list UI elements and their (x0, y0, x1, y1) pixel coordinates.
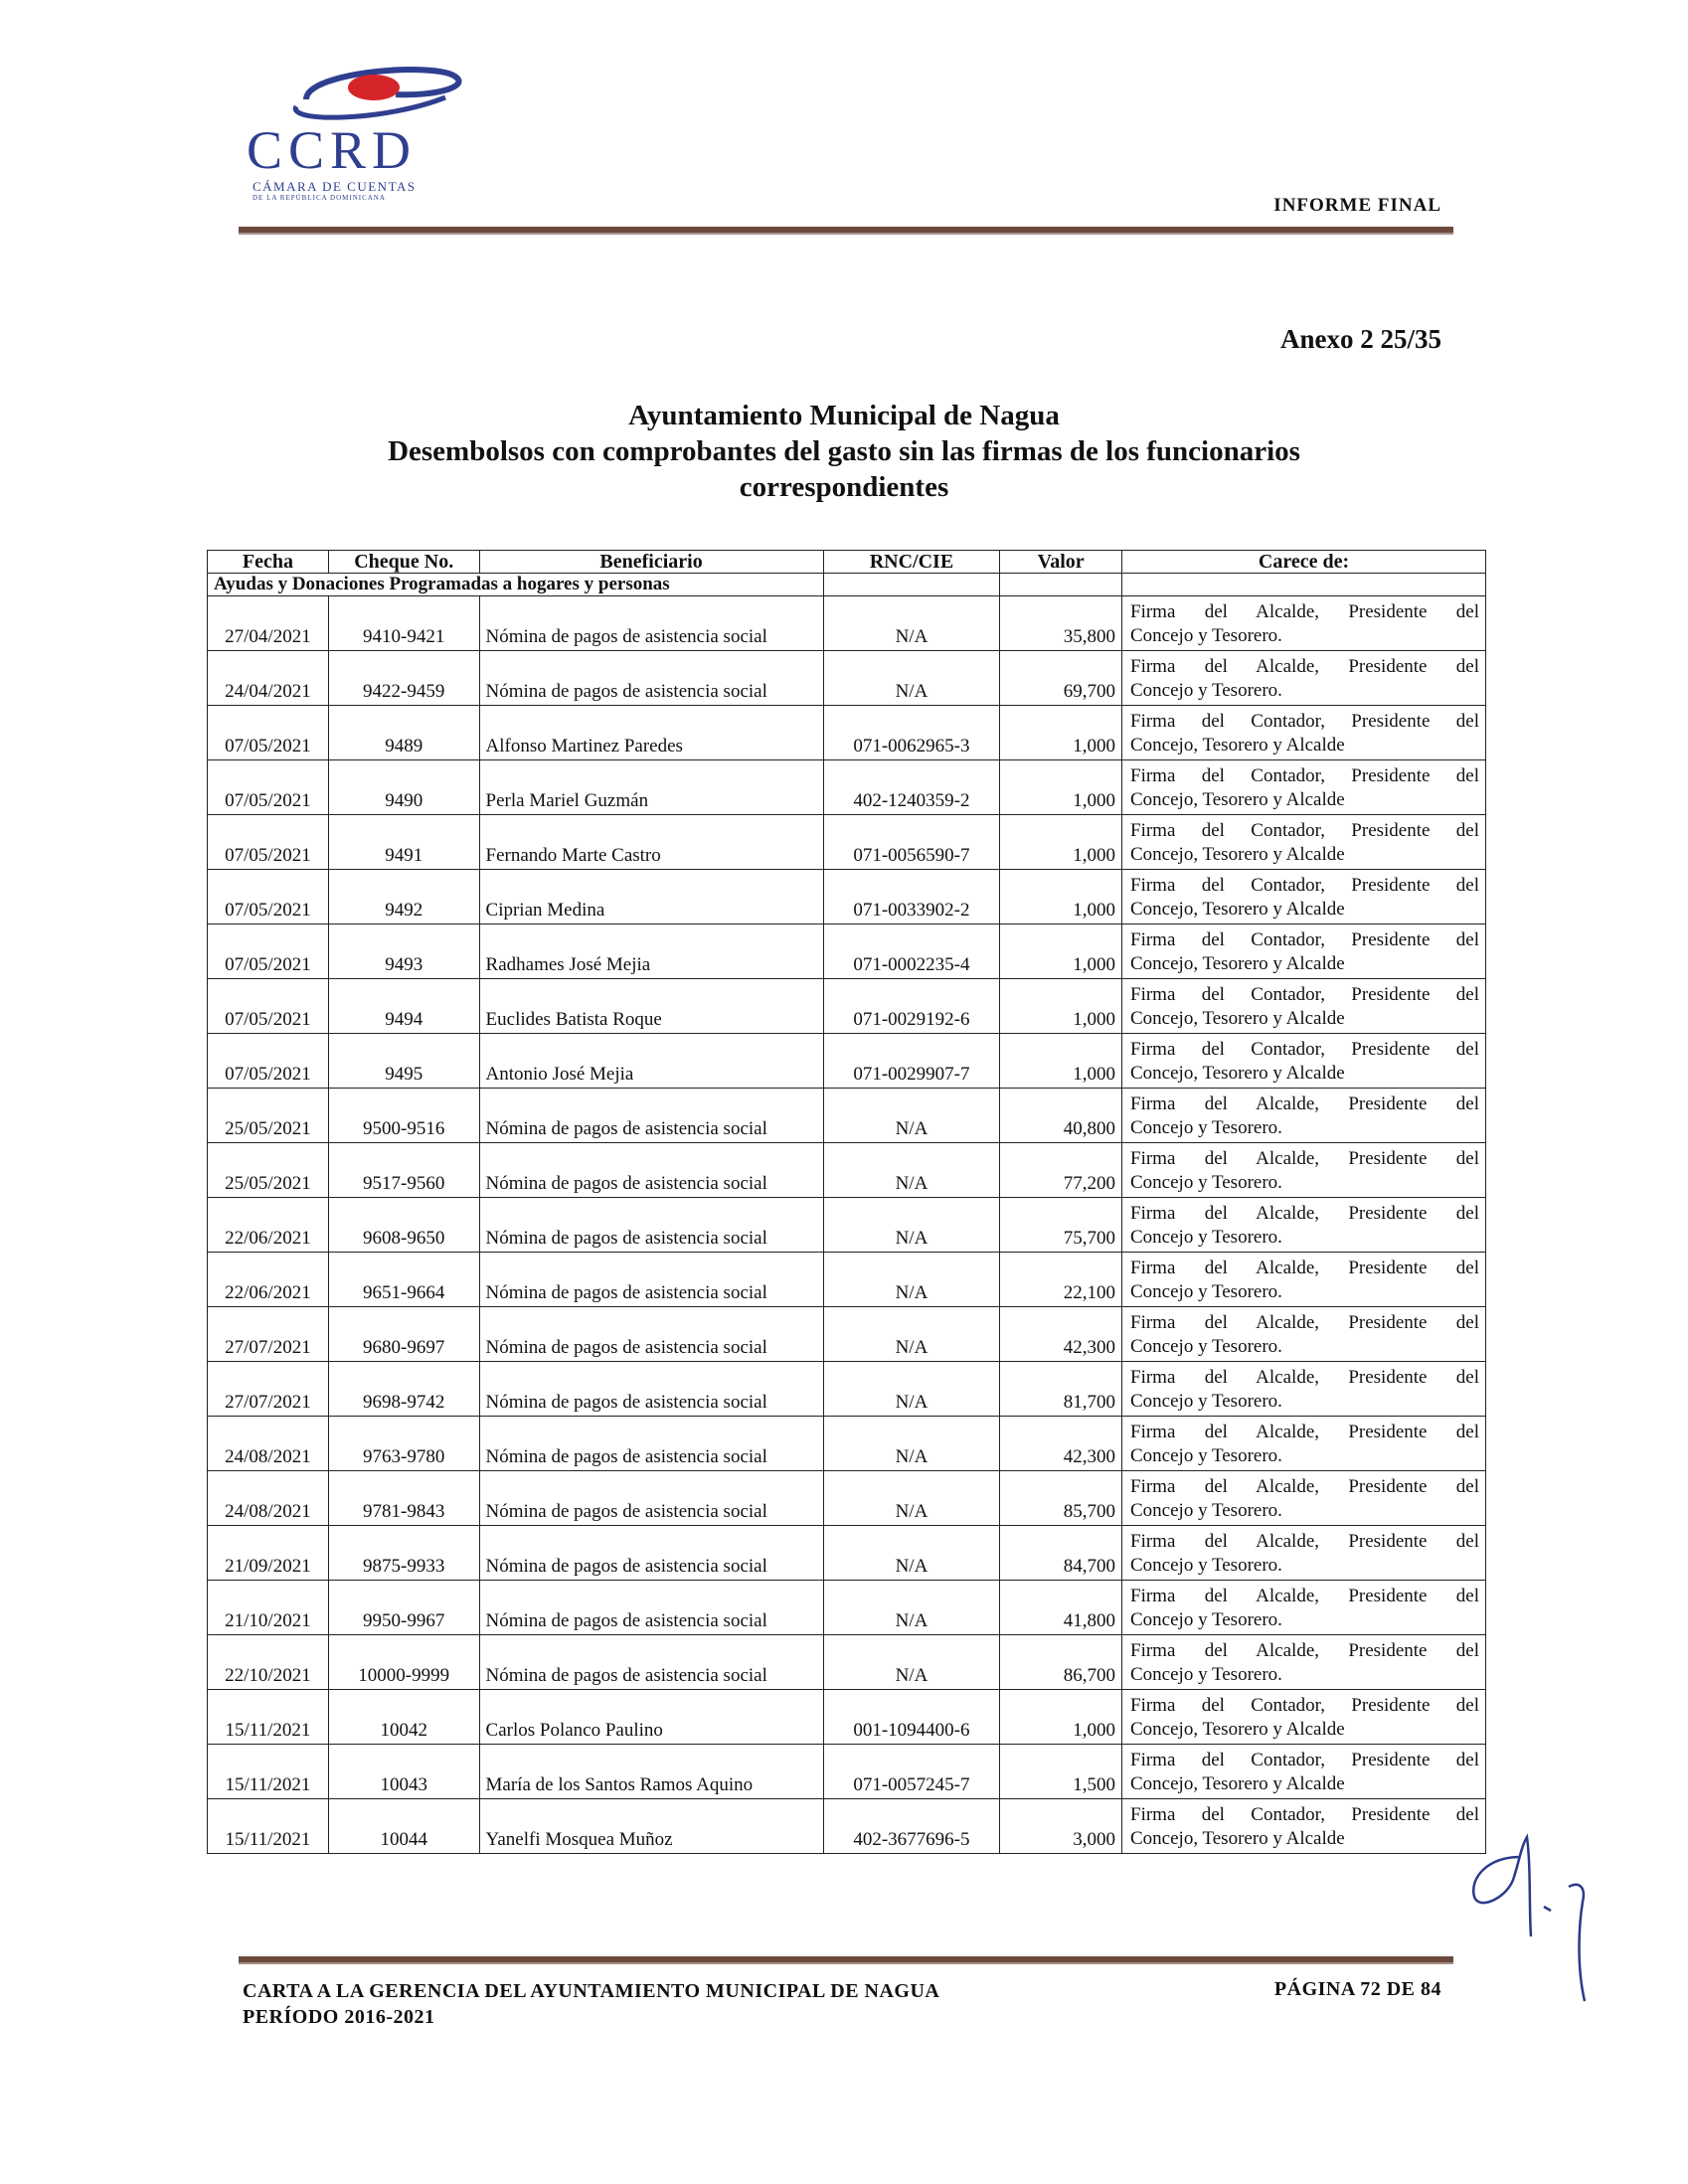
carece-line-1: Firma del Alcalde, Presidente del (1130, 1203, 1479, 1224)
cheque-cell: 9410-9421 (328, 596, 479, 651)
valor-cell: 1,000 (1000, 924, 1122, 979)
carece-line-2: Concejo y Tesorero. (1130, 625, 1282, 646)
carece-line-2: Concejo y Tesorero. (1130, 1117, 1282, 1138)
carece-cell (1122, 1526, 1486, 1581)
table-row (208, 1089, 1486, 1143)
rnc-cell: N/A (823, 1253, 1000, 1307)
footer-line-2: PERÍODO 2016-2021 (243, 2006, 435, 2028)
valor-cell: 86,700 (1000, 1635, 1122, 1690)
carece-cell (1122, 1471, 1486, 1526)
beneficiario-cell: Nómina de pagos de asistencia social (479, 1471, 823, 1526)
table-row (208, 815, 1486, 870)
table-row (208, 1143, 1486, 1198)
fecha-cell: 24/04/2021 (208, 651, 329, 706)
carece-line-1: Firma del Alcalde, Presidente del (1130, 601, 1479, 622)
valor-cell: 1,000 (1000, 706, 1122, 760)
col-cheque: Cheque No. (328, 551, 479, 574)
carece-line-1: Firma del Contador, Presidente del (1130, 984, 1479, 1005)
rnc-cell: 402-3677696-5 (823, 1799, 1000, 1854)
carece-line-1: Firma del Contador, Presidente del (1130, 820, 1479, 841)
table-row (208, 1471, 1486, 1526)
table-row (208, 1198, 1486, 1253)
carece-line-1: Firma del Contador, Presidente del (1130, 1804, 1479, 1825)
carece-line-1: Firma del Alcalde, Presidente del (1130, 1093, 1479, 1114)
rnc-cell: 071-0002235-4 (823, 924, 1000, 979)
valor-cell: 3,000 (1000, 1799, 1122, 1854)
valor-cell: 81,700 (1000, 1362, 1122, 1417)
rnc-cell: N/A (823, 1471, 1000, 1526)
beneficiario-cell: Ciprian Medina (479, 870, 823, 924)
cheque-cell: 10043 (328, 1745, 479, 1799)
carece-line-1: Firma del Alcalde, Presidente del (1130, 1312, 1479, 1333)
table-row (208, 1526, 1486, 1581)
rnc-cell: N/A (823, 1143, 1000, 1198)
ccrd-logo (247, 62, 505, 201)
rnc-cell: 071-0029907-7 (823, 1034, 1000, 1089)
table-row (208, 760, 1486, 815)
carece-line-2: Concejo, Tesorero y Alcalde (1130, 1773, 1345, 1794)
valor-cell: 75,700 (1000, 1198, 1122, 1253)
valor-cell: 42,300 (1000, 1417, 1122, 1471)
cheque-cell: 9490 (328, 760, 479, 815)
cheque-cell: 9422-9459 (328, 651, 479, 706)
valor-cell: 22,100 (1000, 1253, 1122, 1307)
table-row (208, 1799, 1486, 1854)
carece-cell (1122, 596, 1486, 651)
valor-cell: 1,000 (1000, 870, 1122, 924)
carece-line-1: Firma del Alcalde, Presidente del (1130, 1531, 1479, 1552)
header-rule (239, 227, 1453, 235)
table-row (208, 706, 1486, 760)
fecha-cell: 22/10/2021 (208, 1635, 329, 1690)
valor-cell: 69,700 (1000, 651, 1122, 706)
carece-line-2: Concejo y Tesorero. (1130, 680, 1282, 701)
carece-line-1: Firma del Alcalde, Presidente del (1130, 1258, 1479, 1278)
valor-cell: 1,500 (1000, 1745, 1122, 1799)
rnc-cell: 001-1094400-6 (823, 1690, 1000, 1745)
carece-cell (1122, 706, 1486, 760)
title-line-2: Desembolsos con comprobantes del gasto sin las firmas de los funcionarios (388, 435, 1300, 467)
beneficiario-cell: María de los Santos Ramos Aquino (479, 1745, 823, 1799)
carece-line-1: Firma del Contador, Presidente del (1130, 929, 1479, 950)
fecha-cell: 07/05/2021 (208, 870, 329, 924)
cheque-cell: 10044 (328, 1799, 479, 1854)
section-empty-cell (823, 574, 1000, 596)
carece-line-2: Concejo, Tesorero y Alcalde (1130, 1719, 1345, 1740)
carece-line-2: Concejo y Tesorero. (1130, 1336, 1282, 1357)
col-rnc: RNC/CIE (823, 551, 1000, 574)
logo-subtitle-2: DE LA REPÚBLICA DOMINICANA (253, 194, 386, 202)
beneficiario-cell: Alfonso Martinez Paredes (479, 706, 823, 760)
cheque-cell: 9493 (328, 924, 479, 979)
rnc-cell: 071-0062965-3 (823, 706, 1000, 760)
carece-line-1: Firma del Alcalde, Presidente del (1130, 1640, 1479, 1661)
carece-line-2: Concejo y Tesorero. (1130, 1445, 1282, 1466)
fecha-cell: 07/05/2021 (208, 760, 329, 815)
cheque-cell: 9492 (328, 870, 479, 924)
carece-line-1: Firma del Alcalde, Presidente del (1130, 1148, 1479, 1169)
carece-line-1: Firma del Alcalde, Presidente del (1130, 1422, 1479, 1442)
carece-cell (1122, 870, 1486, 924)
beneficiario-cell: Nómina de pagos de asistencia social (479, 1253, 823, 1307)
carece-line-2: Concejo, Tesorero y Alcalde (1130, 1008, 1345, 1029)
rnc-cell: N/A (823, 1198, 1000, 1253)
fecha-cell: 25/05/2021 (208, 1089, 329, 1143)
col-valor: Valor (1000, 551, 1122, 574)
table-row (208, 596, 1486, 651)
carece-cell (1122, 1198, 1486, 1253)
section-label: Ayudas y Donaciones Programadas a hogares y personas (208, 574, 824, 596)
valor-cell: 1,000 (1000, 815, 1122, 870)
beneficiario-cell: Perla Mariel Guzmán (479, 760, 823, 815)
cheque-cell: 9517-9560 (328, 1143, 479, 1198)
cheque-cell: 9494 (328, 979, 479, 1034)
fecha-cell: 07/05/2021 (208, 706, 329, 760)
footer-left (243, 1978, 939, 2030)
carece-line-2: Concejo y Tesorero. (1130, 1500, 1282, 1521)
cheque-cell: 9608-9650 (328, 1198, 479, 1253)
carece-cell (1122, 1635, 1486, 1690)
beneficiario-cell: Fernando Marte Castro (479, 815, 823, 870)
cheque-cell: 10042 (328, 1690, 479, 1745)
rnc-cell: 402-1240359-2 (823, 760, 1000, 815)
beneficiario-cell: Nómina de pagos de asistencia social (479, 1362, 823, 1417)
carece-cell (1122, 651, 1486, 706)
rnc-cell: 071-0057245-7 (823, 1745, 1000, 1799)
rnc-cell: N/A (823, 1089, 1000, 1143)
disbursements-table (207, 550, 1486, 1854)
fecha-cell: 07/05/2021 (208, 815, 329, 870)
carece-line-2: Concejo y Tesorero. (1130, 1664, 1282, 1685)
carece-cell (1122, 1089, 1486, 1143)
fecha-cell: 25/05/2021 (208, 1143, 329, 1198)
rnc-cell: N/A (823, 1526, 1000, 1581)
signature-mark (1459, 1827, 1608, 2006)
beneficiario-cell: Nómina de pagos de asistencia social (479, 651, 823, 706)
title-line-1: Ayuntamiento Municipal de Nagua (628, 400, 1060, 431)
carece-line-2: Concejo y Tesorero. (1130, 1391, 1282, 1412)
table-row (208, 1253, 1486, 1307)
valor-cell: 41,800 (1000, 1581, 1122, 1635)
beneficiario-cell: Euclides Batista Roque (479, 979, 823, 1034)
carece-line-2: Concejo y Tesorero. (1130, 1281, 1282, 1302)
footer-rule (239, 1956, 1453, 1964)
logo-letters: CCRD (247, 120, 418, 180)
valor-cell: 1,000 (1000, 1690, 1122, 1745)
carece-line-1: Firma del Contador, Presidente del (1130, 711, 1479, 732)
carece-line-2: Concejo, Tesorero y Alcalde (1130, 1828, 1345, 1849)
title-line-3: correspondientes (739, 471, 949, 503)
carece-cell (1122, 1307, 1486, 1362)
valor-cell: 1,000 (1000, 1034, 1122, 1089)
valor-cell: 1,000 (1000, 760, 1122, 815)
rnc-cell: 071-0029192-6 (823, 979, 1000, 1034)
valor-cell: 35,800 (1000, 596, 1122, 651)
valor-cell: 1,000 (1000, 979, 1122, 1034)
carece-cell (1122, 1362, 1486, 1417)
carece-cell (1122, 924, 1486, 979)
col-carece: Carece de: (1122, 551, 1486, 574)
valor-cell: 85,700 (1000, 1471, 1122, 1526)
carece-cell (1122, 1034, 1486, 1089)
report-label: INFORME FINAL (1273, 195, 1441, 216)
cheque-cell: 9698-9742 (328, 1362, 479, 1417)
cheque-cell: 9680-9697 (328, 1307, 479, 1362)
cheque-cell: 10000-9999 (328, 1635, 479, 1690)
cheque-cell: 9489 (328, 706, 479, 760)
table-row (208, 924, 1486, 979)
carece-cell (1122, 760, 1486, 815)
carece-cell (1122, 815, 1486, 870)
valor-cell: 42,300 (1000, 1307, 1122, 1362)
cheque-cell: 9651-9664 (328, 1253, 479, 1307)
rnc-cell: N/A (823, 1581, 1000, 1635)
beneficiario-cell: Nómina de pagos de asistencia social (479, 1635, 823, 1690)
carece-cell (1122, 1745, 1486, 1799)
carece-line-1: Firma del Alcalde, Presidente del (1130, 1367, 1479, 1388)
rnc-cell: N/A (823, 596, 1000, 651)
carece-line-2: Concejo, Tesorero y Alcalde (1130, 953, 1345, 974)
rnc-cell: N/A (823, 1362, 1000, 1417)
beneficiario-cell: Nómina de pagos de asistencia social (479, 1198, 823, 1253)
beneficiario-cell: Nómina de pagos de asistencia social (479, 1581, 823, 1635)
carece-cell (1122, 1143, 1486, 1198)
carece-cell (1122, 1799, 1486, 1854)
fecha-cell: 27/07/2021 (208, 1362, 329, 1417)
valor-cell: 84,700 (1000, 1526, 1122, 1581)
cheque-cell: 9781-9843 (328, 1471, 479, 1526)
beneficiario-cell: Nómina de pagos de asistencia social (479, 1526, 823, 1581)
carece-cell (1122, 1690, 1486, 1745)
fecha-cell: 21/10/2021 (208, 1581, 329, 1635)
rnc-cell: 071-0056590-7 (823, 815, 1000, 870)
table-row (208, 1635, 1486, 1690)
beneficiario-cell: Nómina de pagos de asistencia social (479, 1417, 823, 1471)
section-empty-cell (1000, 574, 1122, 596)
fecha-cell: 07/05/2021 (208, 979, 329, 1034)
table-row (208, 1690, 1486, 1745)
beneficiario-cell: Yanelfi Mosquea Muñoz (479, 1799, 823, 1854)
carece-line-2: Concejo y Tesorero. (1130, 1609, 1282, 1630)
beneficiario-cell: Nómina de pagos de asistencia social (479, 1307, 823, 1362)
carece-line-1: Firma del Alcalde, Presidente del (1130, 656, 1479, 677)
cheque-cell: 9491 (328, 815, 479, 870)
beneficiario-cell: Nómina de pagos de asistencia social (479, 1089, 823, 1143)
beneficiario-cell: Carlos Polanco Paulino (479, 1690, 823, 1745)
logo-subtitle-1: CÁMARA DE CUENTAS (253, 179, 417, 194)
beneficiario-cell: Nómina de pagos de asistencia social (479, 596, 823, 651)
section-row (208, 574, 1486, 596)
annex-label: Anexo 2 25/35 (1280, 324, 1441, 354)
table-row (208, 870, 1486, 924)
carece-line-1: Firma del Contador, Presidente del (1130, 875, 1479, 896)
fecha-cell: 24/08/2021 (208, 1471, 329, 1526)
fecha-cell: 15/11/2021 (208, 1745, 329, 1799)
carece-line-2: Concejo, Tesorero y Alcalde (1130, 789, 1345, 810)
table-row (208, 1581, 1486, 1635)
fecha-cell: 22/06/2021 (208, 1253, 329, 1307)
carece-line-1: Firma del Contador, Presidente del (1130, 1039, 1479, 1060)
section-empty-cell (1122, 574, 1486, 596)
table-row (208, 1745, 1486, 1799)
carece-line-2: Concejo y Tesorero. (1130, 1555, 1282, 1576)
table-row (208, 1034, 1486, 1089)
rnc-cell: N/A (823, 1417, 1000, 1471)
fecha-cell: 22/06/2021 (208, 1198, 329, 1253)
rnc-cell: 071-0033902-2 (823, 870, 1000, 924)
beneficiario-cell: Radhames José Mejia (479, 924, 823, 979)
fecha-cell: 27/07/2021 (208, 1307, 329, 1362)
carece-line-1: Firma del Alcalde, Presidente del (1130, 1586, 1479, 1606)
rnc-cell: N/A (823, 1635, 1000, 1690)
rnc-cell: N/A (823, 651, 1000, 706)
footer-line-1: CARTA A LA GERENCIA DEL AYUNTAMIENTO MUNICIPAL DE NAGUA (243, 1980, 940, 2002)
fecha-cell: 27/04/2021 (208, 596, 329, 651)
carece-line-2: Concejo y Tesorero. (1130, 1227, 1282, 1248)
beneficiario-cell: Nómina de pagos de asistencia social (479, 1143, 823, 1198)
carece-line-1: Firma del Contador, Presidente del (1130, 765, 1479, 786)
cheque-cell: 9875-9933 (328, 1526, 479, 1581)
page-number: PÁGINA 72 DE 84 (1273, 1978, 1441, 2000)
valor-cell: 77,200 (1000, 1143, 1122, 1198)
page-title (0, 398, 1688, 505)
cheque-cell: 9950-9967 (328, 1581, 479, 1635)
cheque-cell: 9763-9780 (328, 1417, 479, 1471)
cheque-cell: 9495 (328, 1034, 479, 1089)
fecha-cell: 21/09/2021 (208, 1526, 329, 1581)
table-row (208, 1307, 1486, 1362)
carece-cell (1122, 1253, 1486, 1307)
fecha-cell: 07/05/2021 (208, 1034, 329, 1089)
carece-cell (1122, 979, 1486, 1034)
table-row (208, 1417, 1486, 1471)
valor-cell: 40,800 (1000, 1089, 1122, 1143)
table-row (208, 1362, 1486, 1417)
carece-cell (1122, 1581, 1486, 1635)
fecha-cell: 15/11/2021 (208, 1799, 329, 1854)
carece-line-2: Concejo, Tesorero y Alcalde (1130, 844, 1345, 865)
table-row (208, 979, 1486, 1034)
carece-line-2: Concejo y Tesorero. (1130, 1172, 1282, 1193)
carece-line-1: Firma del Contador, Presidente del (1130, 1695, 1479, 1716)
beneficiario-cell: Antonio José Mejia (479, 1034, 823, 1089)
fecha-cell: 07/05/2021 (208, 924, 329, 979)
col-beneficiario: Beneficiario (479, 551, 823, 574)
cheque-cell: 9500-9516 (328, 1089, 479, 1143)
table-header-row (208, 551, 1486, 574)
rnc-cell: N/A (823, 1307, 1000, 1362)
fecha-cell: 24/08/2021 (208, 1417, 329, 1471)
fecha-cell: 15/11/2021 (208, 1690, 329, 1745)
carece-line-1: Firma del Contador, Presidente del (1130, 1750, 1479, 1770)
carece-line-1: Firma del Alcalde, Presidente del (1130, 1476, 1479, 1497)
col-fecha: Fecha (208, 551, 329, 574)
carece-line-2: Concejo, Tesorero y Alcalde (1130, 1063, 1345, 1084)
table-row (208, 651, 1486, 706)
carece-cell (1122, 1417, 1486, 1471)
carece-line-2: Concejo, Tesorero y Alcalde (1130, 735, 1345, 756)
carece-line-2: Concejo, Tesorero y Alcalde (1130, 899, 1345, 920)
